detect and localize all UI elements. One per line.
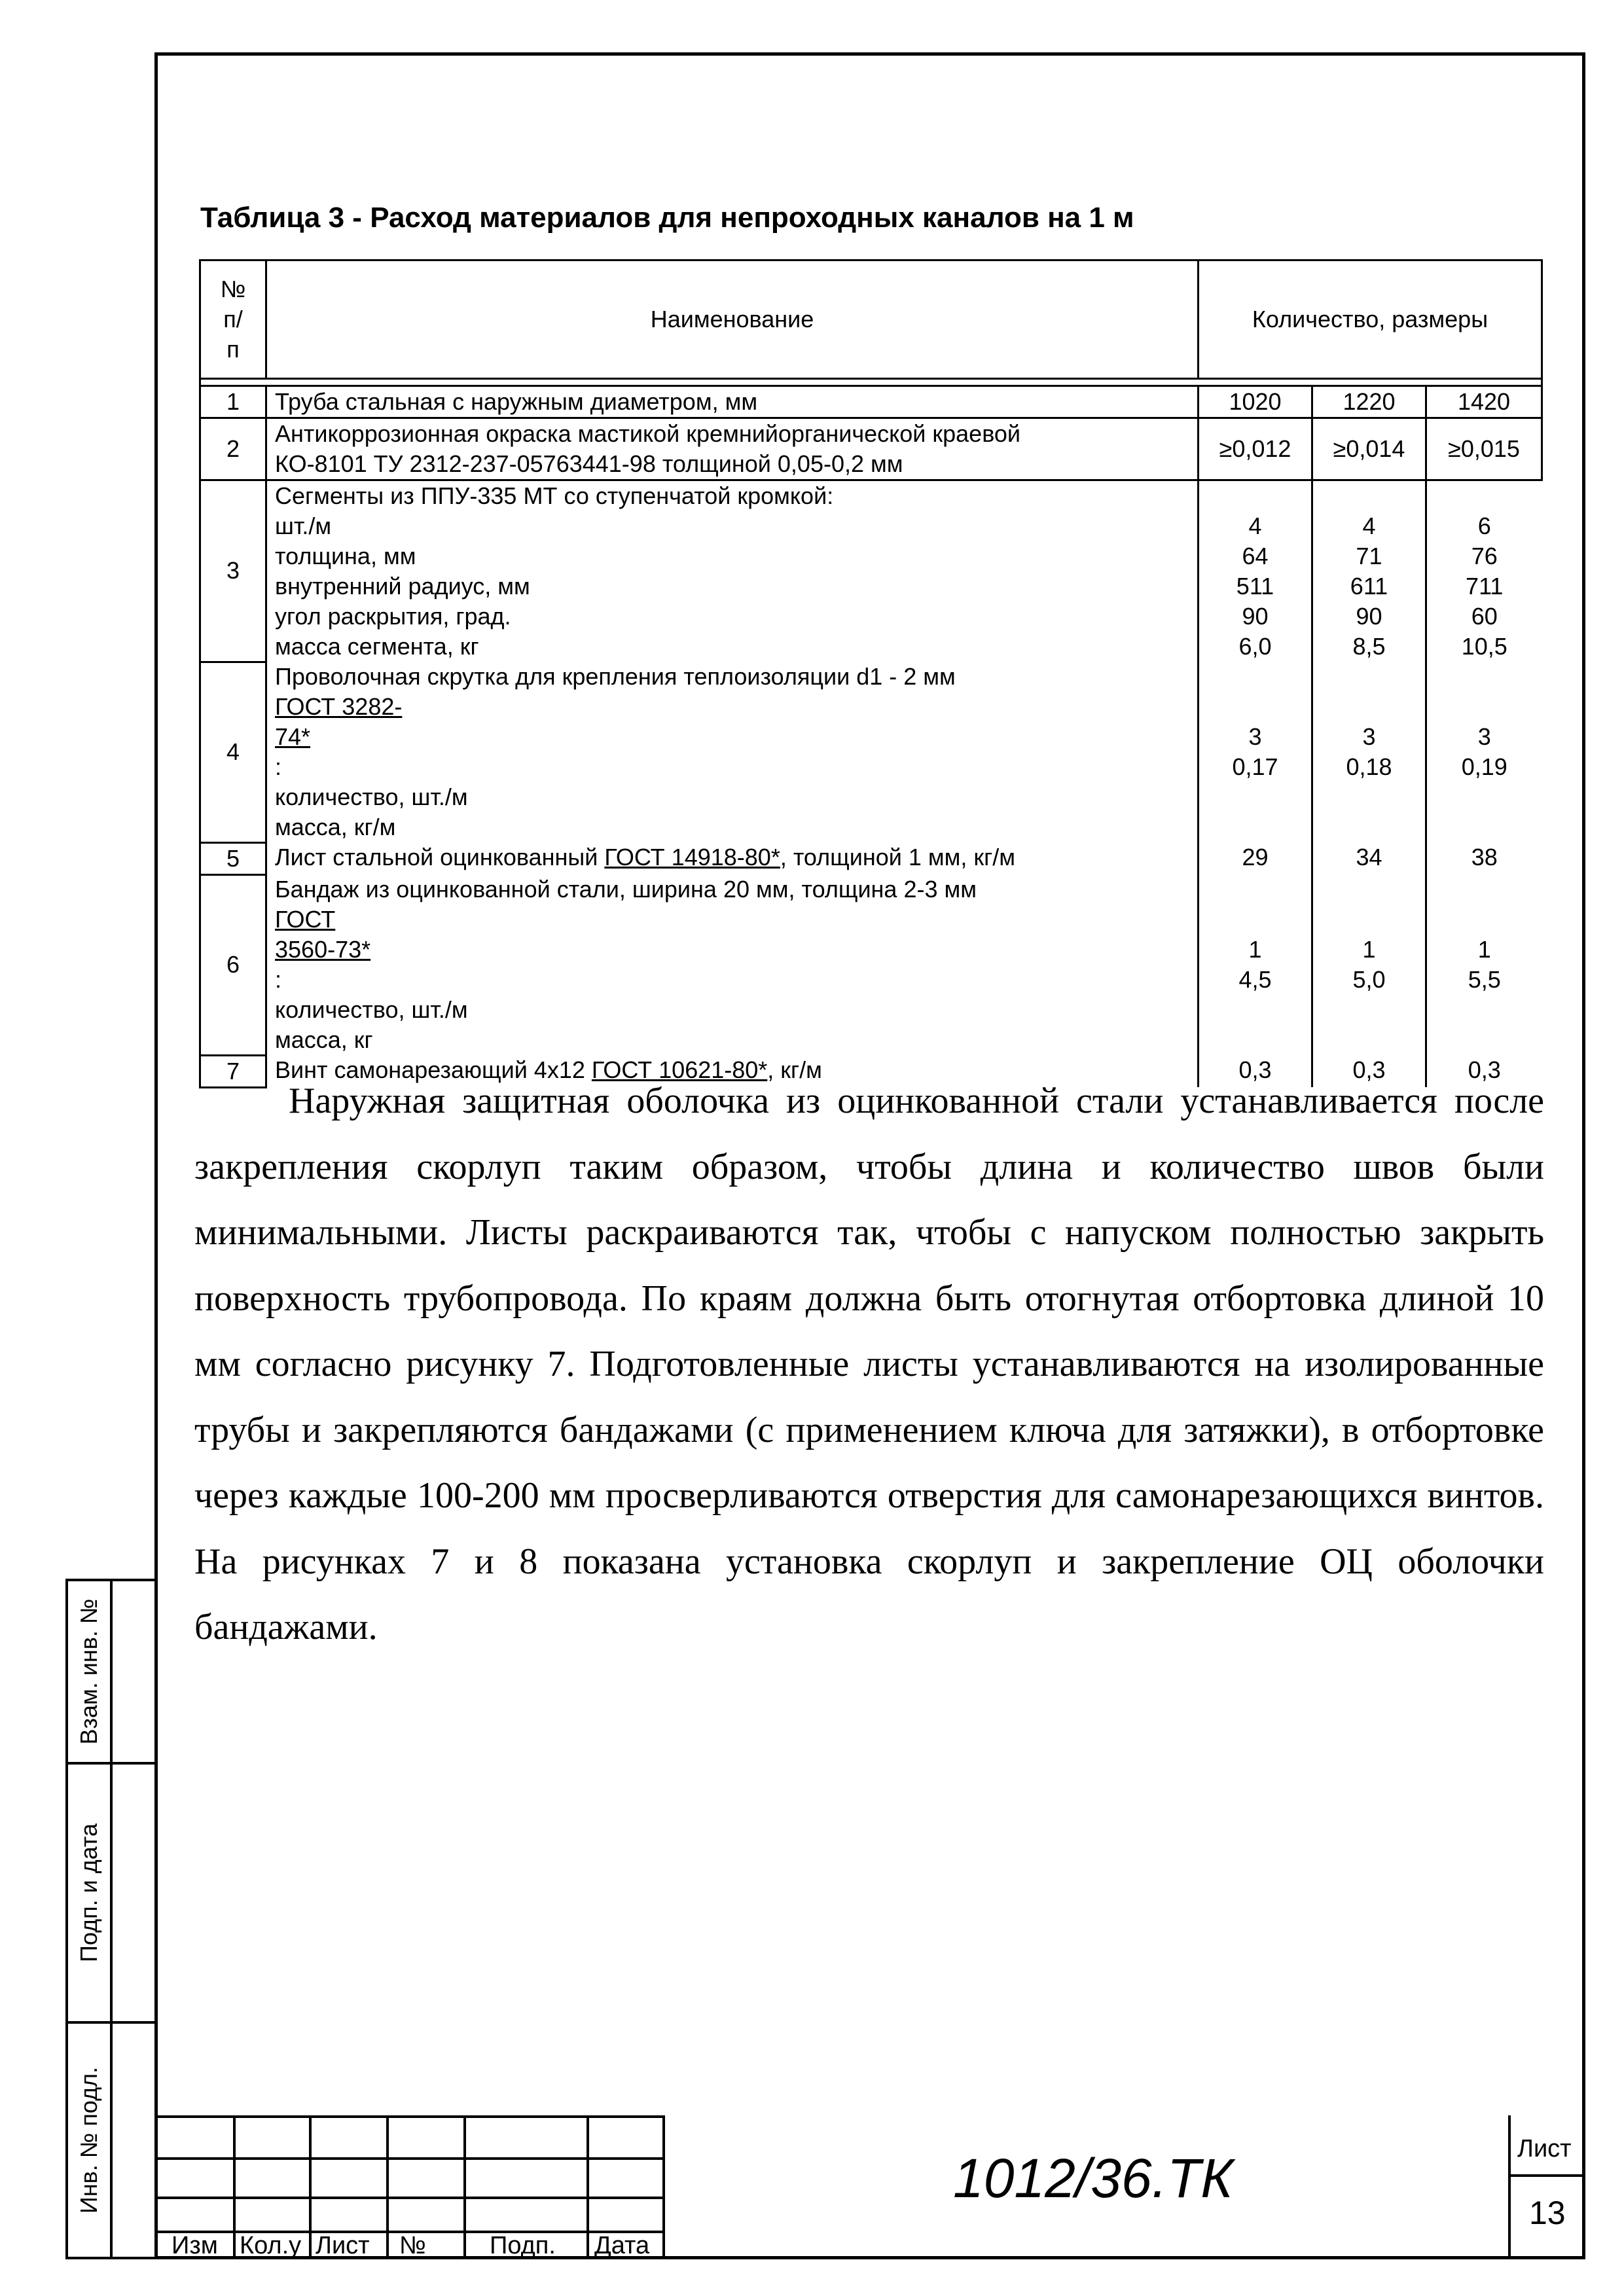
- gost-link[interactable]: ГОСТ 10621-80*: [591, 1056, 768, 1083]
- title-col-izm: Изм: [171, 2232, 218, 2259]
- side-label: Подп. и дата: [75, 1823, 102, 1963]
- row-value: 0,3: [1199, 1055, 1312, 1087]
- table-row: [200, 842, 1542, 874]
- row-number: 3: [200, 480, 266, 662]
- title-col-num: №: [399, 2232, 426, 2259]
- gost-link[interactable]: ГОСТ: [275, 906, 336, 933]
- row-value: 1420: [1426, 386, 1542, 418]
- row-number: 2: [200, 418, 266, 480]
- table-row: [200, 480, 1542, 662]
- row-value: 34: [1312, 842, 1426, 874]
- table-header-row: [200, 260, 1542, 379]
- header-num: № п/ п: [200, 260, 266, 379]
- table-row: [200, 662, 1542, 842]
- row-values: 3 0,17: [1199, 662, 1312, 842]
- row-name: Проволочная скрутка для крепления теплоизоляции d1 - 2 мм ГОСТ 3282- 74* : количество, шт./м масса, кг/м: [266, 662, 1199, 842]
- row-values: 1 4,5: [1199, 874, 1312, 1055]
- table-row: [200, 386, 1542, 418]
- row-name: Винт самонарезающий 4х12 ГОСТ 10621-80*, кг/м: [266, 1055, 1199, 1087]
- title-col-kolu: Кол.у: [240, 2232, 302, 2259]
- row-value: 0,3: [1468, 1056, 1501, 1083]
- title-col-podp: Подп.: [490, 2232, 556, 2259]
- body-paragraph: Наружная защитная оболочка из оцинкованной стали устанавливается после закрепления скорлуп таким образом, чтобы длина и количество швов были минимальными. Листы раскраиваются так, чтобы с напуском полностью закрыть поверхность трубопровода. По краям должна быть отогнутая отбортовка длиной 10 мм согласно рисунку 7. Подготовленные листы устанавливаются на изолированные трубы и закрепляются бандажами (с применением ключа для затяжки), в отбортовке через каждые 100-200 мм просверливаются отверстия для самонарезающихся винтов. На рисунках 7 и 8 показана установка скорлуп и закрепление ОЦ оболочки бандажами.: [194, 1081, 1544, 1647]
- row-value: 1220: [1312, 386, 1426, 418]
- side-stamp-inv: [65, 2021, 154, 2259]
- header-qty: Количество, размеры: [1199, 260, 1542, 379]
- row-value: 38: [1471, 844, 1498, 870]
- row-name: Бандаж из оцинкованной стали, ширина 20 мм, толщина 2-3 мм ГОСТ 3560-73* : количество, шт./м масса, кг: [266, 874, 1199, 1055]
- row-name: Антикоррозионная окраска мастикой кремнийорганической краевой КО-8101 ТУ 2312-237-05763441-98 толщиной 0,05-0,2 мм: [266, 418, 1199, 480]
- materials-table: [199, 259, 1543, 1088]
- table-row: [200, 874, 1542, 1055]
- row-values: 3 0,18: [1312, 662, 1426, 842]
- document-code: 1012/36.ТК: [953, 2147, 1233, 2209]
- row-value: 0,3: [1312, 1055, 1426, 1087]
- row-values: 4 64 511 90 6,0: [1199, 480, 1312, 662]
- title-col-list: Лист: [316, 2232, 370, 2259]
- row-name: Труба стальная с наружным диаметром, мм: [266, 386, 1199, 418]
- table-title: Таблица 3 - Расход материалов для непроходных каналов на 1 м: [200, 202, 1134, 234]
- title-block: [154, 2115, 1585, 2259]
- row-values: 1 5,5: [1468, 936, 1501, 993]
- side-label: Инв. № подл.: [75, 2066, 102, 2214]
- gost-link[interactable]: ГОСТ 14918-80*: [604, 844, 780, 870]
- gost-link[interactable]: ГОСТ 3282-: [275, 693, 403, 720]
- row-values: 3 0,19: [1461, 723, 1507, 780]
- row-values: 6 76 711 60 10,5: [1426, 480, 1542, 662]
- side-label: Взам. инв. №: [75, 1598, 102, 1745]
- row-number: 6: [200, 874, 266, 1055]
- header-name: Наименование: [266, 260, 1199, 379]
- row-name: Сегменты из ППУ-335 МТ со ступенчатой кромкой: шт./м толщина, мм внутренний радиус, мм угол раскрытия, град. масса сегмента, кг: [266, 480, 1199, 662]
- table-row: [200, 418, 1542, 480]
- row-name: Лист стальной оцинкованный ГОСТ 14918-80*, толщиной 1 мм, кг/м: [266, 842, 1199, 874]
- title-col-data: Дата: [594, 2232, 650, 2259]
- gost-link[interactable]: 3560-73*: [275, 936, 371, 963]
- row-number: 7: [200, 1055, 266, 1087]
- row-number: 4: [200, 662, 266, 842]
- row-value: 1020: [1199, 386, 1312, 418]
- row-values: 1 5,0: [1312, 874, 1426, 1055]
- row-value: 29: [1199, 842, 1312, 874]
- row-number: 5: [200, 842, 266, 874]
- sheet-number: 13: [1529, 2195, 1566, 2231]
- side-stamp-vzam: [65, 1579, 154, 1765]
- row-values: 4 71 611 90 8,5: [1312, 480, 1426, 662]
- side-stamp-podp: [65, 1762, 154, 2024]
- row-value: ≥0,015: [1426, 418, 1542, 480]
- gost-link[interactable]: 74*: [275, 723, 311, 750]
- sheet-label: Лист: [1517, 2135, 1572, 2162]
- row-value: ≥0,014: [1312, 418, 1426, 480]
- row-number: 1: [200, 386, 266, 418]
- row-value: ≥0,012: [1199, 418, 1312, 480]
